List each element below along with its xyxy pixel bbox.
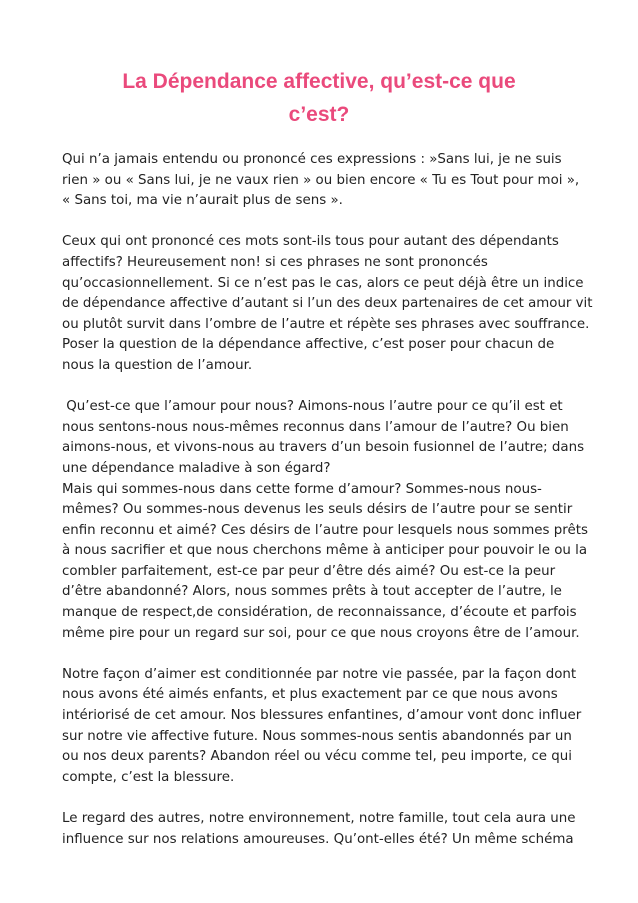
text-line: enfin reconnu et aimé? Ces désirs de l’autre pour lesquels nous sommes prêts	[62, 522, 588, 538]
title-line: La Dépendance affective, qu’est-ce que	[122, 70, 516, 93]
text-line: « Sans toi, ma vie n’aurait plus de sens ».	[62, 193, 343, 209]
paragraph-intro	[62, 150, 592, 212]
text-line: Ceux qui ont prononcé ces mots sont-ils tous pour autant des dépendants	[62, 234, 559, 250]
paragraph-childhood	[62, 665, 592, 789]
text-line: Le regard des autres, notre environnement, notre famille, tout cela aura une	[62, 811, 576, 826]
text-line: nous sentons-nous nous-mêmes reconnus dans l’amour de l’autre? Ou bien	[62, 419, 569, 435]
paragraph-gap	[62, 377, 592, 398]
text-line: mêmes? Ou sommes-nous devenus les seuls désirs de l’autre pour se sentir	[62, 502, 573, 518]
text-line: une dépendance maladive à son égard?	[62, 460, 331, 476]
text-line: ou nos deux parents? Abandon réel ou vécu comme tel, peu importe, ce qui	[62, 749, 573, 765]
text-line: nous avons été aimés enfants, et plus exactement par ce que nous avons	[62, 687, 558, 703]
text-line: intériorisé de cet amour. Nos blessures enfantines, d’amour vont donc influer	[62, 708, 582, 724]
text-line: compte, c’est la blessure.	[62, 769, 235, 785]
text-line: ou plutôt survit dans l’ombre de l’autre et répète ses phrases avec souffrance.	[62, 316, 590, 332]
text-line: sur notre vie affective future. Nous sommes-nous sentis abandonnés par un	[62, 728, 572, 744]
paragraph-gap	[62, 788, 592, 809]
text-line: rien » ou « Sans lui, je ne vaux rien » ou bien encore « Tu es Tout pour moi »,	[62, 172, 580, 188]
paragraph-gap	[62, 212, 592, 233]
text-line: qu’occasionnellement. Si ce n’est pas le cas, alors ce peut déjà être un indice	[62, 275, 584, 291]
paragraph-environment	[62, 809, 592, 850]
paragraph-love-question	[62, 397, 592, 644]
text-line: manque de respect,de considération, de reconnaissance, d’écoute et parfois	[62, 605, 577, 621]
text-line: Mais qui sommes-nous dans cette forme d’amour? Sommes-nous nous-	[62, 481, 542, 497]
text-line: même pire pour un regard sur soi, pour ce que nous croyons être de l’amour.	[62, 625, 580, 641]
article-body	[62, 150, 592, 850]
text-line: combler parfaitement, est-ce par peur d’être dés aimé? Ou est-ce la peur	[62, 563, 556, 579]
text-line: nous la question de l’amour.	[62, 357, 253, 373]
text-line: d’être abandonné? Alors, nous sommes prêts à tout accepter de l’autre, le	[62, 584, 562, 600]
title-line: c’est?	[288, 103, 350, 126]
text-line: aimons-nous, et vivons-nous au travers d’un besoin fusionnel de l’autre; dans	[62, 440, 585, 456]
text-line: à nous sacrifier et que nous cherchons même à anticiper pour pouvoir le ou la	[62, 543, 588, 559]
text-line: Notre façon d’aimer est conditionnée par notre vie passée, par la façon dont	[62, 666, 577, 682]
text-line: de dépendance affective d’autant si l’un des deux partenaires de cet amour vit	[62, 296, 593, 312]
paragraph-gap	[62, 644, 592, 665]
page-title	[60, 65, 578, 131]
text-line: Qu’est-ce que l’amour pour nous? Aimons-nous l’autre pour ce qu’il est et	[62, 399, 563, 415]
paragraph-definition	[62, 232, 592, 376]
text-line: Poser la question de la dépendance affective, c’est poser pour chacun de	[62, 337, 555, 353]
text-line: Qui n’a jamais entendu ou prononcé ces expressions : »Sans lui, je ne suis	[62, 152, 562, 167]
text-line: affectifs? Heureusement non! si ces phrases ne sont prononcés	[62, 254, 488, 270]
text-line: influence sur nos relations amoureuses. Qu’ont-elles été? Un même schéma	[62, 831, 574, 847]
